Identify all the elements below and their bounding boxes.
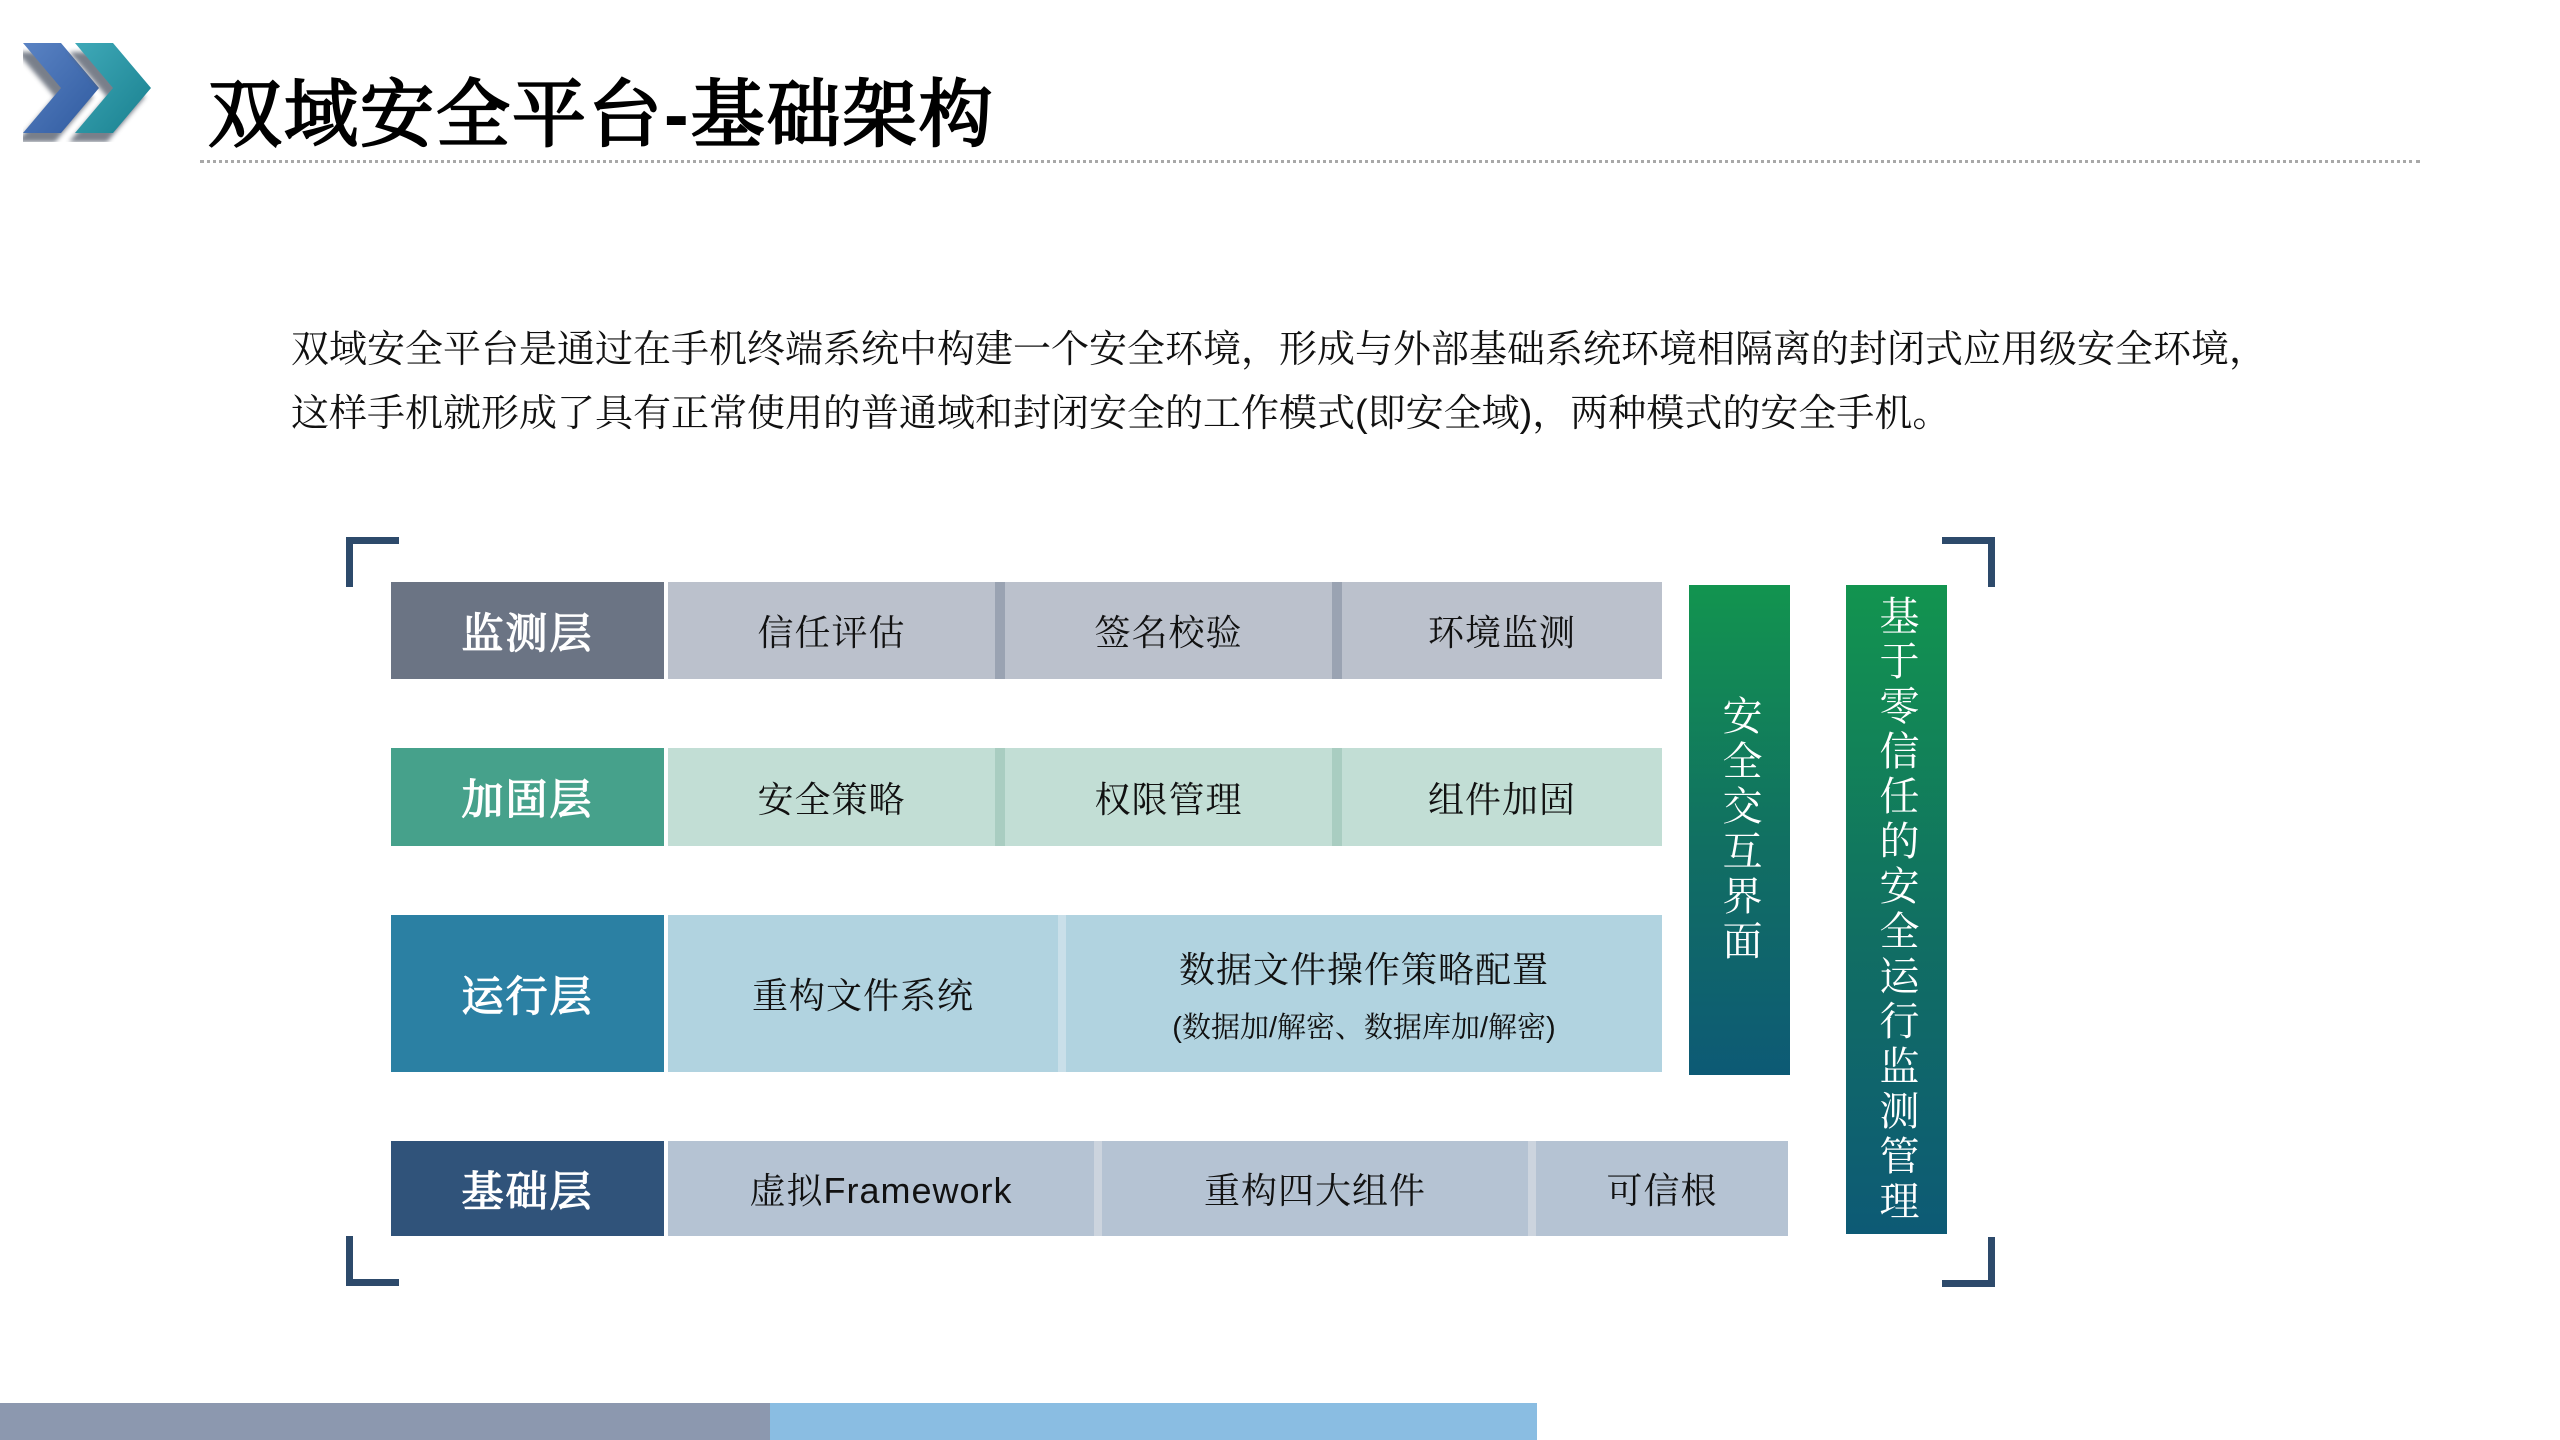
bracket-bottom-right-icon bbox=[1942, 1237, 1995, 1287]
data-policy-subtitle: (数据加/解密、数据库加/解密) bbox=[1172, 1011, 1556, 1044]
footer-bar-left bbox=[0, 1403, 770, 1440]
page-title: 双域安全平台-基础架构 bbox=[208, 73, 995, 156]
intro-line-2: 这样手机就形成了具有正常使用的普通域和封闭安全的工作模式(即安全域)，两种模式的安全手机。 bbox=[291, 393, 1951, 435]
intro-line-1: 双域安全平台是通过在手机终端系统中构建一个安全环境，形成与外部基础系统环境相隔离的封闭式应用级安全环境， bbox=[291, 329, 2268, 371]
double-chevron-icon bbox=[23, 43, 151, 142]
bracket-top-left-icon bbox=[346, 537, 399, 587]
title-divider bbox=[200, 160, 2420, 163]
cell-divider bbox=[1528, 1141, 1536, 1236]
intro-paragraph bbox=[291, 318, 2311, 446]
cell-divider bbox=[995, 582, 1005, 679]
bracket-top-right-icon bbox=[1942, 537, 1995, 587]
sidebar-zero-trust-monitor-label: 基于零信任的安全运行监测管理 bbox=[1874, 594, 1918, 1225]
sidebar-zero-trust-monitor bbox=[1846, 585, 1947, 1234]
cell-component-harden: 组件加固 bbox=[1342, 748, 1662, 846]
layer-header-reinforce: 加固层 bbox=[391, 748, 664, 846]
data-policy-title: 数据文件操作策略配置 bbox=[1178, 948, 1549, 990]
footer-bar-right bbox=[770, 1403, 1537, 1440]
cell-permission-mgmt: 权限管理 bbox=[1005, 748, 1332, 846]
cell-divider bbox=[1094, 1141, 1102, 1236]
cell-trust-evaluation: 信任评估 bbox=[668, 582, 995, 679]
layer-header-monitor: 监测层 bbox=[391, 582, 664, 679]
cell-divider bbox=[1332, 582, 1342, 679]
cell-env-monitor: 环境监测 bbox=[1342, 582, 1662, 679]
cell-trusted-root: 可信根 bbox=[1536, 1141, 1788, 1236]
bracket-bottom-left-icon bbox=[346, 1236, 399, 1286]
cell-rebuilt-filesystem: 重构文件系统 bbox=[668, 915, 1058, 1072]
sidebar-security-interaction bbox=[1689, 585, 1790, 1075]
cell-security-policy: 安全策略 bbox=[668, 748, 995, 846]
sidebar-security-interaction-label: 安全交互界面 bbox=[1717, 695, 1761, 965]
layer-header-runtime: 运行层 bbox=[391, 915, 664, 1072]
cell-divider bbox=[1058, 915, 1066, 1072]
cell-data-policy-config bbox=[1066, 915, 1662, 1072]
cell-signature-verify: 签名校验 bbox=[1005, 582, 1332, 679]
cell-four-components: 重构四大组件 bbox=[1102, 1141, 1528, 1236]
layer-header-base: 基础层 bbox=[391, 1141, 664, 1236]
cell-virtual-framework: 虚拟Framework bbox=[668, 1141, 1094, 1236]
cell-divider bbox=[995, 748, 1005, 846]
cell-divider bbox=[1332, 748, 1342, 846]
